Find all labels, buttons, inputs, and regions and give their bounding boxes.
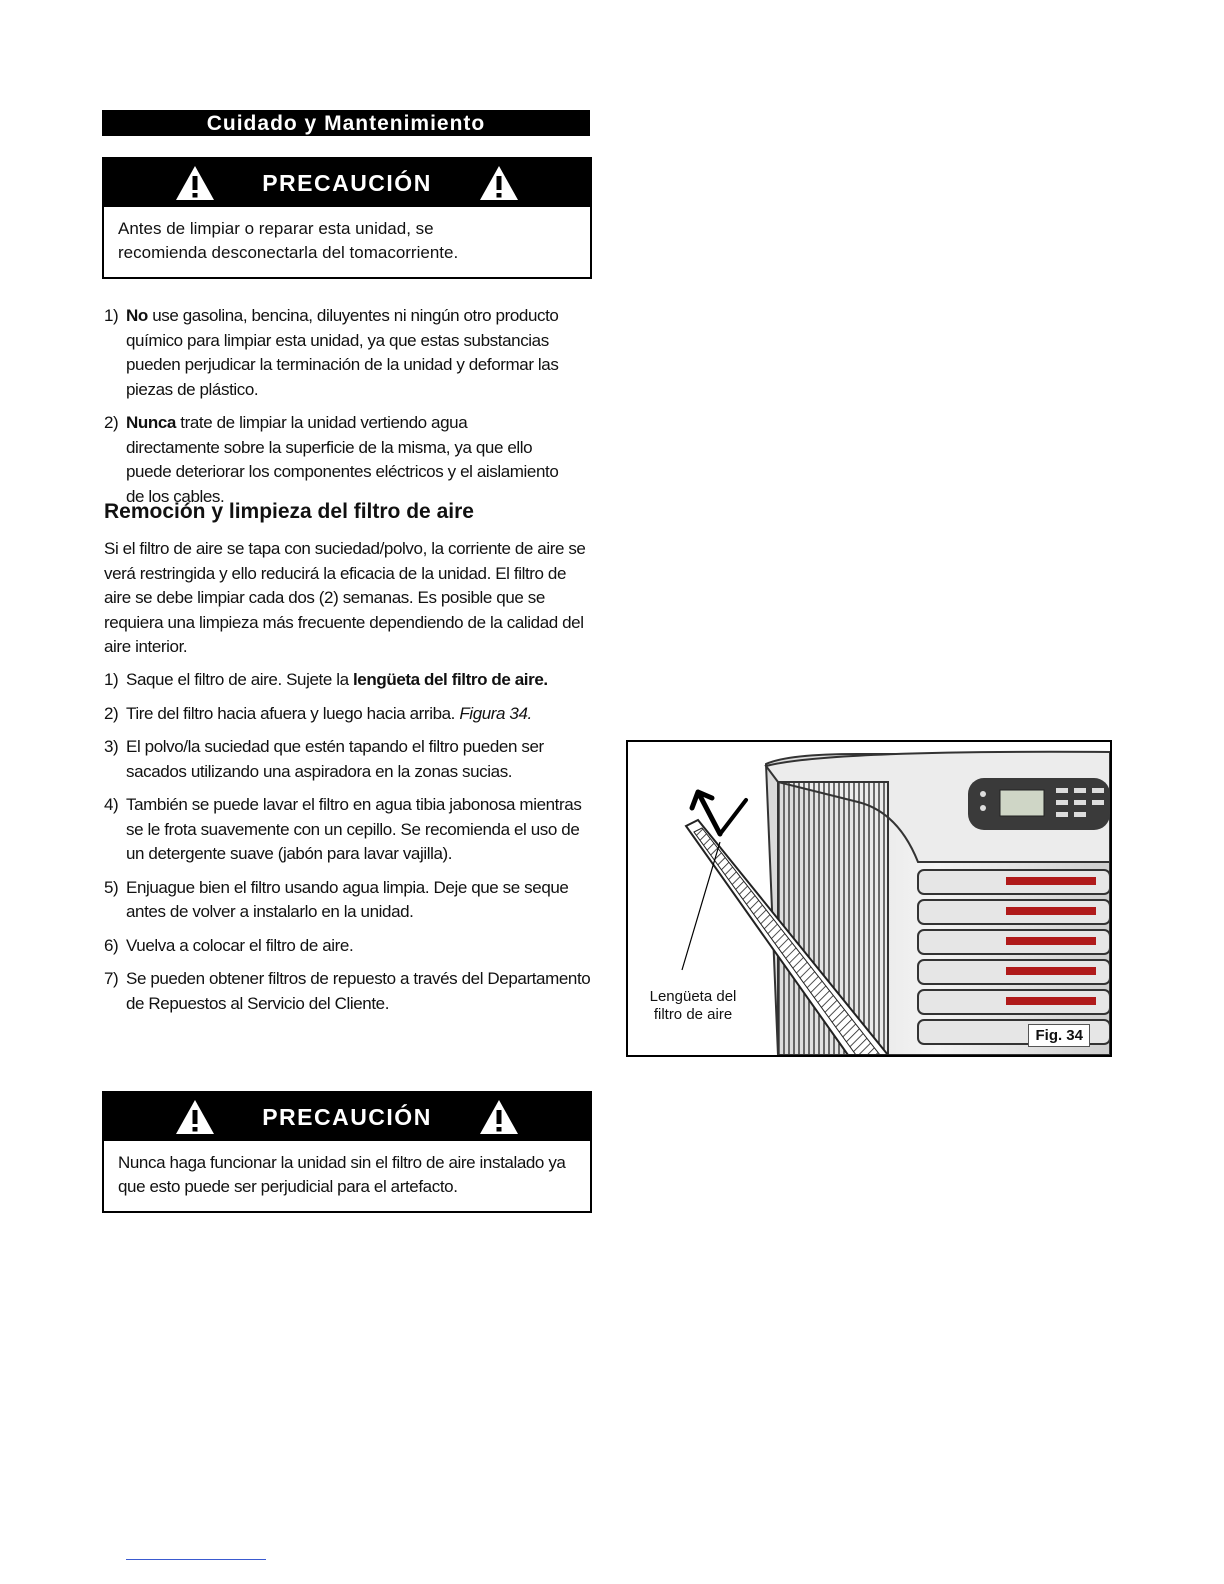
- warning-icon: [174, 164, 216, 202]
- steps-list: [104, 668, 599, 1025]
- caution-text: Nunca haga funcionar la unidad sin el filtro de aire instalado ya que esto puede ser perjudicial para el artefacto.: [118, 1153, 566, 1196]
- filter-section-intro: Si el filtro de aire se tapa con suciedad/polvo, la corriente de aire se verá restringida y ello reducirá la eficacia de la unidad. El filtro de aire se debe limpiar cada dos (2) semanas. Es posible que se requiera una limpieza más frecuente dependiendo de la calidad del aire interior.: [104, 539, 586, 657]
- list-item: 2) Tire del filtro hacia afuera y luego hacia arriba. Figura 34.: [104, 703, 532, 723]
- footer-rule: [126, 1559, 266, 1560]
- warning-icon: [478, 164, 520, 202]
- list-item: 3) El polvo/la suciedad que estén tapando el filtro pueden ser sacados utilizando una aspiradora en la zonas sucias.: [104, 737, 544, 781]
- warning-icon: [478, 1098, 520, 1136]
- list-item: 6) Vuelva a colocar el filtro de aire.: [104, 935, 354, 955]
- caution-box-bottom: [102, 1091, 592, 1213]
- caution-title: PRECAUCIÓN: [262, 169, 432, 196]
- list-item: 1) No use gasolina, bencina, diluyentes ni ningún otro producto químico para limpiar esta unidad, ya que estas substancias pueden perjudicar la terminación de la unidad y deformar las piezas de plástico.: [104, 306, 559, 399]
- caution-text: Antes de limpiar o reparar esta unidad, se recomienda desconectarla del tomacorriente.: [118, 219, 459, 262]
- list-item: 1) Saque el filtro de aire. Sujete la lengüeta del filtro de aire.: [104, 670, 548, 689]
- figure-callout-label: Lengüeta del filtro de aire: [649, 988, 737, 1023]
- figure-number: Fig. 34: [1028, 1024, 1090, 1047]
- figure-filter-removal: [626, 740, 1112, 1057]
- list-item: 2) Nunca trate de limpiar la unidad vertiendo agua directamente sobre la superficie de la misma, ya que ello puede deteriorar los componentes eléctricos y el aislamiento de los cables.: [104, 413, 559, 506]
- warnings-list: [104, 304, 564, 518]
- caution-header: [104, 1093, 590, 1141]
- list-item: 7) Se pueden obtener filtros de repuesto a través del Departamento de Repuestos al Servicio del Cliente.: [104, 969, 591, 1013]
- filter-section-heading: Remoción y limpieza del filtro de aire: [104, 500, 474, 523]
- section-title: Cuidado y Mantenimiento: [102, 110, 590, 136]
- list-item: 5) Enjuague bien el filtro usando agua limpia. Deje que se seque antes de volver a instalarlo en la unidad.: [104, 877, 569, 921]
- warning-icon: [174, 1098, 216, 1136]
- caution-box-top: [102, 157, 592, 279]
- list-item: 4) También se puede lavar el filtro en agua tibia jabonosa mientras se le frota suavemente con un cepillo. Se recomienda el uso de un detergente suave (jabón para lavar vajilla).: [104, 795, 582, 863]
- caution-title: PRECAUCIÓN: [262, 1103, 432, 1130]
- caution-header: [104, 159, 590, 207]
